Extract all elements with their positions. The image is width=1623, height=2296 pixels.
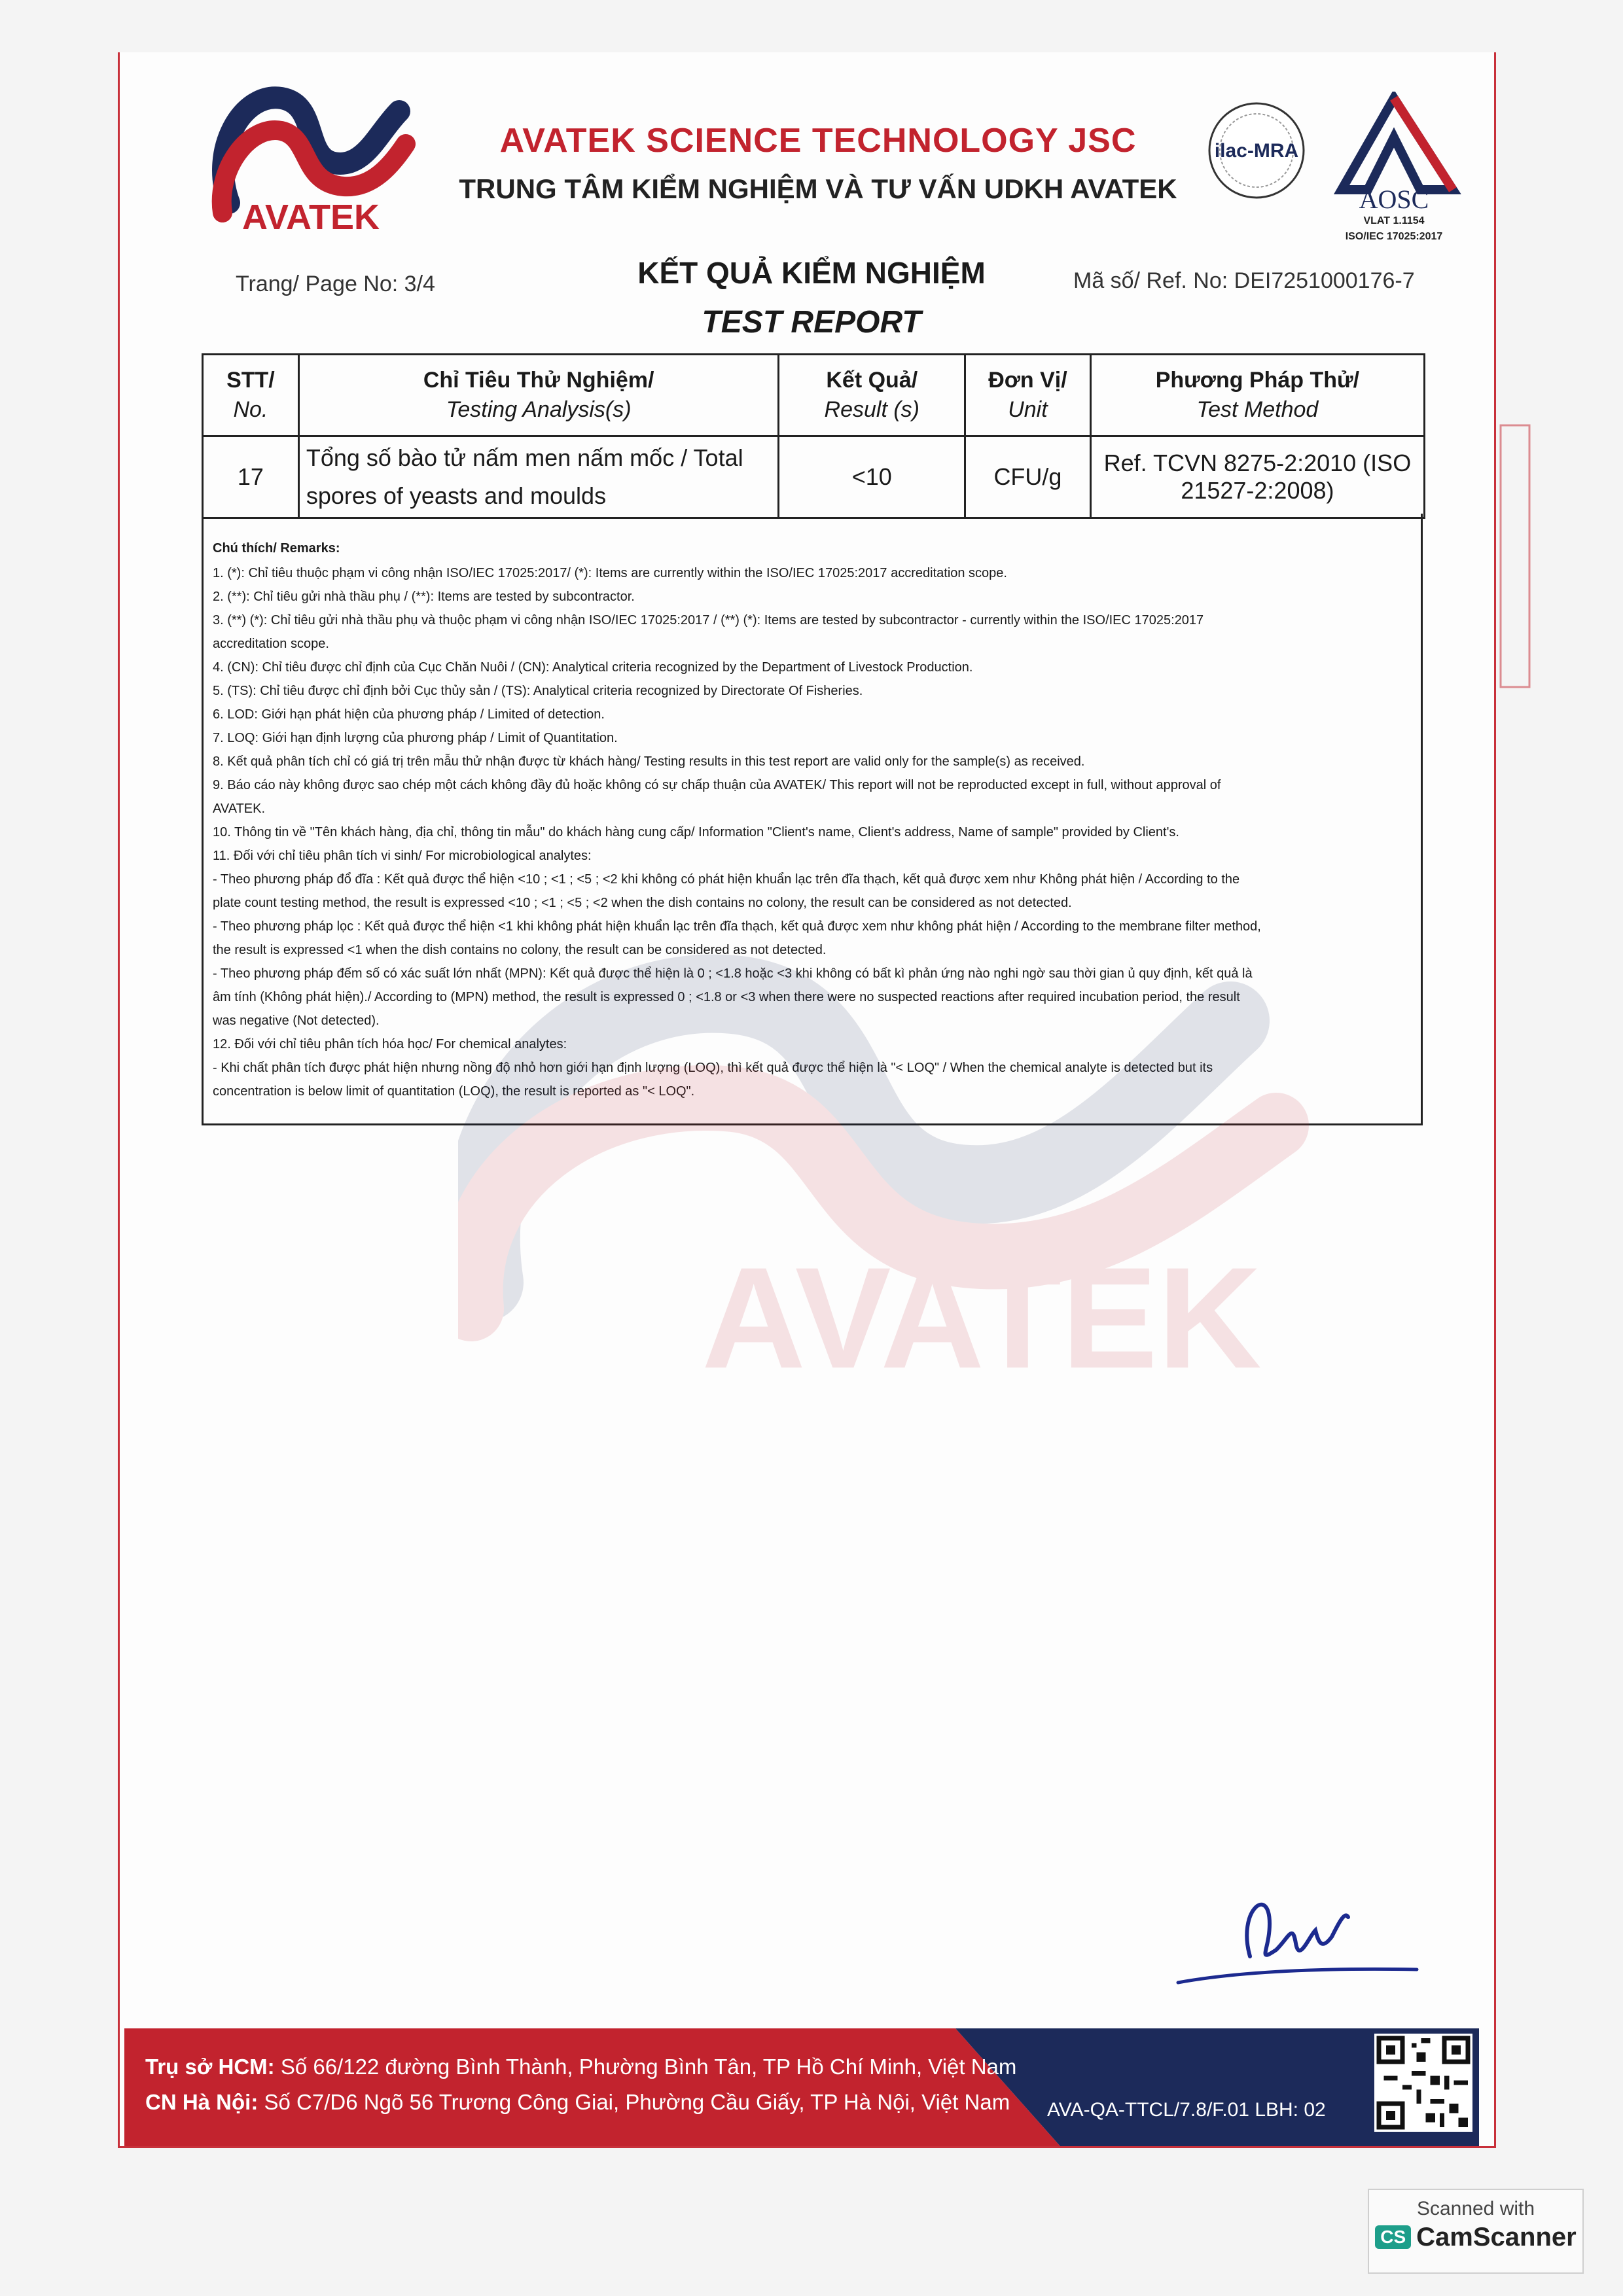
remark-line: 6. LOD: Giới hạn phát hiện của phương pháp / Limited of detection.: [213, 707, 605, 722]
remark-line: 10. Thông tin về "Tên khách hàng, địa chỉ, thông tin mẫu" do khách hàng cung cấp/ Information "Client's name, Client's address, Name of sample" provided by Client's.: [213, 825, 1179, 839]
camscanner-badge: [1368, 2189, 1584, 2274]
header-analysis: Chỉ Tiêu Thử Nghiệm/ Testing Analysis(s): [298, 355, 779, 436]
row-no: 17: [203, 436, 299, 518]
row-analysis: Tổng số bào tử nấm men nấm mốc / Total spores of yeasts and moulds: [298, 436, 779, 518]
remark-line: plate count testing method, the result is expressed <10 ; <1 ; <5 ; <2 when the dish contains no colony, the result can be considered as not detected.: [213, 896, 1072, 910]
remark-line: - Theo phương pháp đếm số có xác suất lớn nhất (MPN): Kết quả được thể hiện là 0 ; <1.8 hoặc <3 khi không có bất kì phản ứng nào nghi ngờ sau thời gian ủ quy định, kết quả là: [213, 966, 1253, 981]
qr-code-icon: [1374, 2034, 1472, 2132]
results-table: [202, 353, 1425, 519]
remark-line: 5. (TS): Chỉ tiêu được chỉ định bởi Cục thủy sản / (TS): Analytical criteria recognized by Directorate Of Fisheries.: [213, 684, 863, 698]
row-result: <10: [779, 436, 965, 518]
svg-text:AVATEK: AVATEK: [702, 1237, 1262, 1387]
remark-line: 1. (*): Chỉ tiêu thuộc phạm vi công nhận ISO/IEC 17025:2017/ (*): Items are currently within the ISO/IEC 17025:2017 accreditation scope.: [213, 566, 1007, 580]
table-row: [203, 436, 1425, 518]
remark-line: - Theo phương pháp lọc : Kết quả được thể hiện <1 khi không phát hiện khuẩn lạc trên đĩa thạch, kết quả được xem như không phát hiện / According to the membrane filter method,: [213, 919, 1261, 934]
svg-text:ilac-MRA: ilac-MRA: [1214, 140, 1299, 162]
svg-text:VLAT 1.1154: VLAT 1.1154: [1363, 215, 1425, 226]
camscanner-logo-icon: CS: [1375, 2225, 1411, 2249]
company-name: AVATEK SCIENCE TECHNOLOGY JSC: [499, 122, 1137, 160]
remark-line: 3. (**) (*): Chỉ tiêu gửi nhà thầu phụ và thuộc phạm vi công nhận ISO/IEC 17025:2017 / (**) (*): Items are tested by subcontractor - currently within the ISO/IEC 17025:2017: [213, 613, 1204, 627]
header-unit: Đơn Vị/ Unit: [965, 355, 1091, 436]
reference-number: Mã số/ Ref. No: DEI7251000176-7: [1073, 268, 1415, 293]
footer-bar: [124, 2028, 1479, 2146]
remark-line: 7. LOQ: Giới hạn định lượng của phương pháp / Limit of Quantitation.: [213, 731, 618, 745]
avatek-watermark: [458, 942, 1309, 1387]
company-subtitle: TRUNG TÂM KIỂM NGHIỆM VÀ TƯ VẤN UDKH AVATEK: [459, 173, 1177, 204]
remark-line: the result is expressed <1 when the dish contains no colony, the result can be considered as not detected.: [213, 943, 827, 957]
header-method: Phương Pháp Thử/ Test Method: [1090, 355, 1424, 436]
remark-line: was negative (Not detected).: [213, 1014, 380, 1028]
remark-line: concentration is below limit of quantitation (LOQ), the result is reported as "< LOQ".: [213, 1084, 695, 1099]
remark-line: 11. Đối với chỉ tiêu phân tích vi sinh/ For microbiological analytes:: [213, 849, 592, 863]
page-number: Trang/ Page No: 3/4: [236, 272, 435, 296]
footer-hanoi-address: CN Hà Nội: Số C7/D6 Ngõ 56 Trương Công Giai, Phường Cầu Giấy, TP Hà Nội, Việt Nam: [145, 2090, 1010, 2114]
row-unit: CFU/g: [965, 436, 1091, 518]
avatek-logo: [203, 72, 419, 236]
header-result: Kết Quả/ Result (s): [779, 355, 965, 436]
svg-text:AVATEK: AVATEK: [242, 198, 380, 236]
remark-line: 4. (CN): Chỉ tiêu được chỉ định của Cục Chăn Nuôi / (CN): Analytical criteria recognized by the Department of Livestock Production.: [213, 660, 973, 675]
signature: [1171, 1871, 1420, 2002]
svg-text:ISO/IEC 17025:2017: ISO/IEC 17025:2017: [1345, 231, 1443, 242]
camscanner-caption: Scanned with: [1416, 2198, 1535, 2219]
remark-line: âm tính (Không phát hiện)./ According to (MPN) method, the result is expressed 0 ; <1.8 or <3 when there were no suspected reactions after required incubation period, the result: [213, 990, 1240, 1004]
report-title-en: TEST REPORT: [702, 305, 921, 340]
remark-line: AVATEK.: [213, 802, 266, 816]
remark-line: 8. Kết quả phân tích chỉ có giá trị trên mẫu thử nhận được từ khách hàng/ Testing results in this test report are valid only for the sample(s) as received.: [213, 754, 1085, 769]
report-title-vi: KẾT QUẢ KIỂM NGHIỆM: [637, 256, 986, 290]
camscanner-brand: CS CamScanner: [1369, 2223, 1582, 2252]
remarks-title: Chú thích/ Remarks:: [213, 541, 340, 556]
remark-line: 9. Báo cáo này không được sao chép một cách không đầy đủ hoặc không có sự chấp thuận của AVATEK/ This report will not be reproducted except in full, without approval of: [213, 778, 1221, 792]
remark-line: - Theo phương pháp đổ đĩa : Kết quả được thể hiện <10 ; <1 ; <5 ; <2 khi không có phát hiện khuẩn lạc trên đĩa thạch, kết quả được xem như Không phát hiện / According to the: [213, 872, 1240, 887]
edge-stamp-mark: [1495, 419, 1535, 694]
aosc-accreditation-badge: [1322, 92, 1466, 242]
remark-line: 2. (**): Chỉ tiêu gửi nhà thầu phụ / (**): Items are tested by subcontractor.: [213, 590, 635, 604]
header-no: STT/ No.: [203, 355, 299, 436]
footer-hcm-address: Trụ sở HCM: Số 66/122 đường Bình Thành, Phường Bình Tân, TP Hồ Chí Minh, Việt Nam: [145, 2055, 1017, 2079]
ilac-mra-badge: [1204, 98, 1309, 203]
form-code: AVA-QA-TTCL/7.8/F.01 LBH: 02: [1047, 2099, 1326, 2121]
remark-line: accreditation scope.: [213, 637, 329, 651]
table-header-row: [203, 355, 1425, 436]
row-method: Ref. TCVN 8275-2:2010 (ISO 21527-2:2008): [1090, 436, 1424, 518]
remark-line: 12. Đối với chỉ tiêu phân tích hóa học/ For chemical analytes:: [213, 1037, 567, 1051]
svg-text:AOSC: AOSC: [1359, 185, 1429, 214]
remark-line: - Khi chất phân tích được phát hiện nhưng nồng độ nhỏ hơn giới hạn định lượng (LOQ), thì kết quả được thể hiện là "< LOQ" / When the chemical analyte is detected but its: [213, 1061, 1213, 1075]
